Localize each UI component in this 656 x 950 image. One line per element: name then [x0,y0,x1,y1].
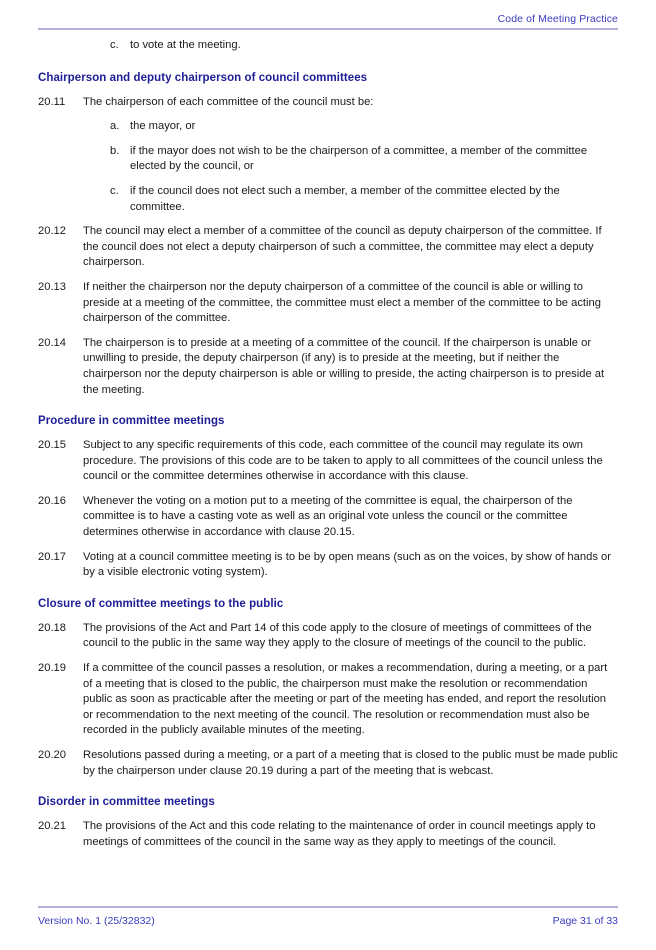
page-header [38,12,618,34]
clause-text: Whenever the voting on a motion put to a meeting of the committee is equal, the chairperson of the committee is to have a casting vote as well as an original vote unless the council or the committee determines otherwise in accordance with clause 20.15. [83,494,573,539]
list-item [38,184,618,215]
list-item-text: the mayor, or [130,120,196,133]
clause-text: Resolutions passed during a meeting, or a part of a meeting that is closed to the public must be made public by the chairperson under clause 20.19 during a part of the meeting that is webcast. [83,749,618,777]
clause-text: The council may elect a member of a committee of the council as deputy chairperson of the committee. If the council does not elect a deputy chairperson of such a committee, the committee may elect a deputy chairperson. [83,225,602,269]
page-header-title: Code of Meeting Practice [497,13,618,25]
clause-number: 20.16 [38,494,66,507]
clause-text: The chairperson of each committee of the council must be: [83,95,374,108]
list-item-text: if the mayor does not wish to be the chairperson of a committee, a member of the committee elected by the council, or [130,144,588,173]
clause-text: Subject to any specific requirements of this code, each committee of the council may regulate its own procedure. The provisions of this code are to be taken to apply to all committees of the council unless the council or the committee determines otherwise in accordance with this clause. [83,439,603,483]
list-marker: b. [110,144,120,157]
clause-20-19 [38,661,618,739]
clause-20-16 [38,494,618,541]
clause-number: 20.19 [38,662,66,675]
list-item [38,38,618,54]
list-marker: c. [110,184,119,197]
clause-number: 20.20 [38,749,66,761]
clause-number: 20.13 [38,280,66,293]
clause-text: The provisions of the Act and this code relating to the maintenance of order in council meetings apply to meetings of committees of the council in the same way as they apply to meetings of the council. [83,820,596,848]
clause-20-20 [38,748,618,779]
clause-20-14 [38,336,618,398]
clause-text: The chairperson is to preside at a meeting of a committee of the council. If the chairperson is unable or unwilling to preside, the deputy chairperson (if any) is to preside at the meeting, but if neither the chairperson nor the deputy chairperson is able or willing to preside, the acting chairperson is to preside at the meeting. [83,336,605,396]
clause-number: 20.17 [38,550,66,563]
page-number: Page 31 of 33 [552,915,618,927]
page-footer [38,906,618,936]
list-item [38,144,618,175]
list-item-text: if the council does not elect such a member, a member of the committee elected by the committee. [130,184,560,213]
clause-text: If a committee of the council passes a resolution, or makes a recommendation, during a meeting, or a part of a meeting that is closed to the public, the chairperson must make the resolution or recommendation public as soon as practicable after the meeting or part of the meeting has ended, and report the resolution or recommendation to the next meeting of the council. The resolution or recommendation must also be recorded in the publicly available minutes of the meeting. [83,662,608,737]
header-rule [38,28,618,30]
footer-row [38,914,618,928]
section-heading: Chairperson and deputy chairperson of council committees [38,71,368,84]
clause-20-18 [38,621,618,652]
clause-number: 20.21 [38,820,66,833]
list-marker: c. [110,39,119,51]
list-marker: a. [110,120,120,133]
clause-20-17 [38,550,618,581]
clause-number: 20.11 [38,95,66,108]
clause-number: 20.15 [38,439,66,452]
list-item [38,119,618,135]
document-version: Version No. 1 (25/32832) [38,915,155,927]
clause-20-15 [38,438,618,485]
section-heading: Procedure in committee meetings [38,415,225,428]
footer-rule [38,906,618,908]
clause-number: 20.18 [38,621,66,634]
section-heading: Closure of committee meetings to the public [38,597,284,610]
clause-number: 20.14 [38,336,66,349]
list-item-text: to vote at the meeting. [130,39,241,51]
clause-number: 20.12 [38,225,66,238]
continued-alpha-list [38,38,618,54]
section-heading: Disorder in committee meetings [38,796,215,809]
clause-text: Voting at a council committee meeting is to be by open means (such as on the voices, by show of hands or by a visible electronic voting system). [83,550,611,579]
clause-text: If neither the chairperson nor the deputy chairperson of a committee of the council is able or willing to preside at a meeting of the committee, the committee must elect a member of the committee to be acting chairperson of the committee. [83,280,601,325]
clause-20-11 [38,95,618,111]
clause-20-13 [38,280,618,327]
clause-text: The provisions of the Act and Part 14 of this code apply to the closure of meetings of committees of the council to the public in the same way they apply to the closure of meetings of the council to the public. [83,621,592,650]
clause-20-12 [38,224,618,271]
document-body [38,38,618,859]
clause-20-11-sublist [38,119,618,215]
clause-20-21 [38,819,618,850]
